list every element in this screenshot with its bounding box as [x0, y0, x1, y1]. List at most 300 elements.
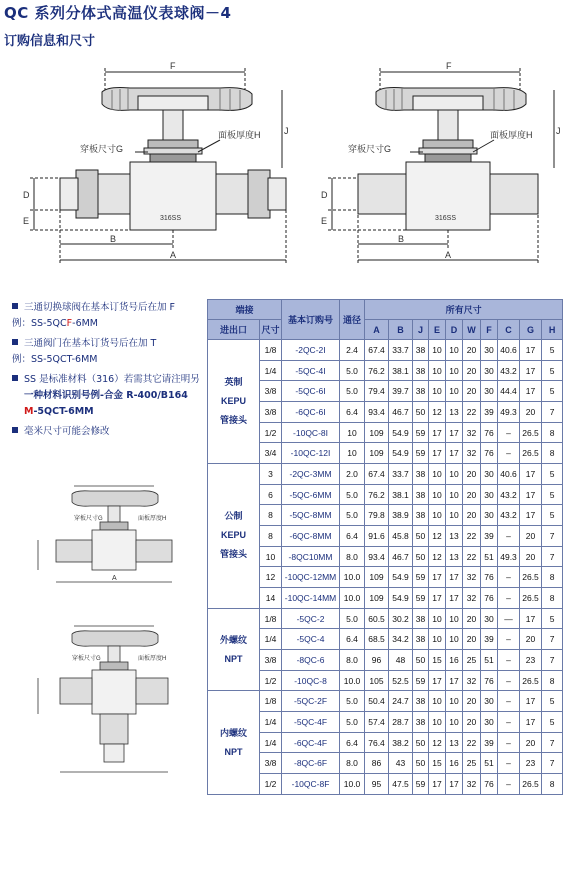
cell-size: 12 — [260, 567, 282, 588]
cell-value: 20 — [463, 712, 481, 733]
header-col-B: B — [389, 320, 413, 340]
cell-size: 3/8 — [260, 650, 282, 671]
cell-value: 17 — [429, 670, 446, 691]
cell-value: – — [498, 629, 520, 650]
cell-value: 17 — [446, 422, 463, 443]
cell-value: 22 — [463, 526, 481, 547]
cell-value: 57.4 — [365, 712, 389, 733]
cell-value: 7 — [542, 526, 563, 547]
cell-value: 13 — [446, 732, 463, 753]
cell-value: 17 — [520, 340, 542, 361]
table-row — [208, 650, 563, 671]
table-row — [208, 774, 563, 795]
dim-A-label: A — [170, 250, 177, 260]
cell-value: 5 — [542, 360, 563, 381]
cell-value: 8.0 — [340, 546, 365, 567]
cell-value: 32 — [463, 443, 481, 464]
cell-value: 38 — [413, 360, 429, 381]
cell-value: 15 — [429, 753, 446, 774]
cell-value: 22 — [463, 402, 481, 423]
cell-value: 43.2 — [498, 484, 520, 505]
cell-value: 20 — [463, 381, 481, 402]
cell-value: 38 — [413, 505, 429, 526]
note-example: 例：SS-5QCF-6MM — [12, 318, 99, 329]
cell-value: 20 — [463, 360, 481, 381]
table-row — [208, 381, 563, 402]
cell-value: 33.7 — [389, 464, 413, 485]
bullet-square-icon — [12, 427, 18, 433]
cell-value: 6.4 — [340, 629, 365, 650]
group-label-line: 管接头 — [219, 415, 247, 426]
cell-size: 3/8 — [260, 381, 282, 402]
cell-value: 54.9 — [389, 422, 413, 443]
cell-value: 10 — [446, 712, 463, 733]
cell-value: 45.8 — [389, 526, 413, 547]
cell-order-no: -10QC-12MM — [282, 567, 340, 588]
table-row — [208, 567, 563, 588]
cell-size: 1/4 — [260, 732, 282, 753]
cell-value: 32 — [463, 774, 481, 795]
note-example: 例：SS-5QCT-6MM — [12, 354, 98, 365]
header-col-J: J — [413, 320, 429, 340]
note-item: 毫米尺寸可能会修改 — [12, 424, 207, 440]
dim-D-label: D — [321, 190, 328, 200]
cell-value: 10 — [446, 629, 463, 650]
cell-value: 10 — [446, 608, 463, 629]
header-col-C: C — [498, 320, 520, 340]
table-row — [208, 402, 563, 423]
cell-order-no: -10QC-8F — [282, 774, 340, 795]
cell-value: 5 — [542, 505, 563, 526]
cell-value: 43.2 — [498, 505, 520, 526]
note-line: M-5QCT-6MM — [24, 406, 94, 417]
cell-value: 30 — [481, 464, 498, 485]
cell-value: 38 — [413, 712, 429, 733]
cell-value: 54.9 — [389, 588, 413, 609]
cell-value: 38 — [413, 691, 429, 712]
cell-value: 39 — [481, 732, 498, 753]
cell-value: 10 — [429, 464, 446, 485]
cell-value: 79.4 — [365, 381, 389, 402]
cell-value: 109 — [365, 443, 389, 464]
cell-value: 25 — [463, 753, 481, 774]
cell-size: 8 — [260, 505, 282, 526]
header-bore: 通径 — [340, 300, 365, 340]
cell-value: 20 — [520, 402, 542, 423]
cell-value: 59 — [413, 567, 429, 588]
header-size: 尺寸 — [260, 320, 282, 340]
cell-value: 20 — [463, 608, 481, 629]
cell-value: 51 — [481, 650, 498, 671]
cell-value: 30 — [481, 608, 498, 629]
cell-value: 12 — [429, 526, 446, 547]
cell-value: 10 — [429, 484, 446, 505]
header-col-A: A — [365, 320, 389, 340]
cell-value: 17 — [520, 505, 542, 526]
cell-size: 3/8 — [260, 753, 282, 774]
cell-value: 23 — [520, 650, 542, 671]
cell-value: 93.4 — [365, 402, 389, 423]
cell-size: 1/2 — [260, 670, 282, 691]
cell-value: 20 — [463, 691, 481, 712]
bullet-square-icon — [12, 303, 18, 309]
cell-value: 7 — [542, 402, 563, 423]
cell-value: 5 — [542, 484, 563, 505]
table-row — [208, 464, 563, 485]
cell-value: 38 — [413, 464, 429, 485]
cell-order-no: -6QC-4F — [282, 732, 340, 753]
cell-value: 79.8 — [365, 505, 389, 526]
cell-value: 76 — [481, 422, 498, 443]
cell-value: 43 — [389, 753, 413, 774]
cell-value: 17 — [446, 588, 463, 609]
cell-value: 5 — [542, 691, 563, 712]
cell-value: 6.4 — [340, 526, 365, 547]
table-row — [208, 360, 563, 381]
cell-value: 39.7 — [389, 381, 413, 402]
cell-value: 109 — [365, 567, 389, 588]
cell-value: 17 — [446, 567, 463, 588]
cell-size: 14 — [260, 588, 282, 609]
cell-value: 47.5 — [389, 774, 413, 795]
cell-order-no: -6QC-6I — [282, 402, 340, 423]
table-row — [208, 691, 563, 712]
cell-value: – — [498, 691, 520, 712]
body-mark-label: 316SS — [435, 215, 457, 222]
cell-value: 7 — [542, 650, 563, 671]
cell-value: 38.1 — [389, 360, 413, 381]
cell-value: – — [498, 443, 520, 464]
cell-value: – — [498, 422, 520, 443]
cell-value: 40.6 — [498, 340, 520, 361]
cell-value: – — [498, 753, 520, 774]
cell-value: 17 — [520, 484, 542, 505]
header-col-D: D — [446, 320, 463, 340]
cell-value: 5.0 — [340, 505, 365, 526]
cell-value: 32 — [463, 588, 481, 609]
dim-F-label: F — [170, 61, 176, 71]
cell-size: 3 — [260, 464, 282, 485]
header-col-W: W — [463, 320, 481, 340]
cell-value: 24.7 — [389, 691, 413, 712]
cell-value: 50 — [413, 650, 429, 671]
cell-order-no: -6QC-8MM — [282, 526, 340, 547]
table-row — [208, 443, 563, 464]
cell-value: 10 — [446, 464, 463, 485]
cell-value: 30.2 — [389, 608, 413, 629]
cell-value: – — [498, 526, 520, 547]
cell-value: 86 — [365, 753, 389, 774]
cell-value: 76.4 — [365, 732, 389, 753]
cell-order-no: -10QC-14MM — [282, 588, 340, 609]
header-col-E: E — [429, 320, 446, 340]
table-row — [208, 546, 563, 567]
cell-value: 17 — [446, 443, 463, 464]
cell-value: 20 — [463, 464, 481, 485]
dim-E-label: E — [23, 216, 30, 226]
cell-value: 20 — [463, 484, 481, 505]
cell-value: – — [498, 712, 520, 733]
cell-value: 96 — [365, 650, 389, 671]
cell-value: 7 — [542, 629, 563, 650]
group-label-line: NPT — [224, 746, 243, 757]
cell-value: 12 — [429, 546, 446, 567]
cell-value: 10 — [429, 712, 446, 733]
cell-value: 30 — [481, 484, 498, 505]
cell-value: 10 — [429, 608, 446, 629]
cell-order-no: -10QC-8I — [282, 422, 340, 443]
cell-value: 38.1 — [389, 484, 413, 505]
cell-value: – — [498, 732, 520, 753]
panel-thickness-label: 面板厚度H — [490, 130, 533, 140]
cell-size: 3/8 — [260, 402, 282, 423]
cell-value: 10 — [340, 422, 365, 443]
group-label-line: 管接头 — [219, 549, 247, 560]
cell-value: 5 — [542, 340, 563, 361]
table-row — [208, 505, 563, 526]
cell-value: 39 — [481, 402, 498, 423]
cell-value: 50 — [413, 546, 429, 567]
cell-value: 28.7 — [389, 712, 413, 733]
cell-size: 1/4 — [260, 712, 282, 733]
cell-value: 17 — [429, 443, 446, 464]
header-col-H: H — [542, 320, 563, 340]
cell-value: 26.5 — [520, 670, 542, 691]
note-item: SS 是标准材料（316）若需其它请注明另 — [12, 372, 207, 388]
cell-order-no: -10QC-8 — [282, 670, 340, 691]
cell-value: 10.0 — [340, 567, 365, 588]
cell-value: 10 — [446, 505, 463, 526]
cell-value: 46.7 — [389, 546, 413, 567]
valve-diagram-three-way — [30, 622, 190, 782]
cell-value: 13 — [446, 526, 463, 547]
dim-B-label: B — [398, 234, 405, 244]
cell-value: 33.7 — [389, 340, 413, 361]
cell-value: 17 — [429, 567, 446, 588]
cell-value: 5.0 — [340, 691, 365, 712]
dim-A-label: A — [112, 575, 117, 582]
cell-value: 5.0 — [340, 484, 365, 505]
cell-value: 10 — [429, 381, 446, 402]
cell-size: 1/4 — [260, 360, 282, 381]
body-mark-label: 316SS — [160, 215, 182, 222]
cell-value: 10 — [340, 443, 365, 464]
cell-value: 40.6 — [498, 464, 520, 485]
cell-size: 1/2 — [260, 422, 282, 443]
cell-value: 5.0 — [340, 381, 365, 402]
cell-value: 49.3 — [498, 402, 520, 423]
cell-value: – — [498, 774, 520, 795]
dim-A-label: A — [445, 250, 452, 260]
cell-value: 51 — [481, 546, 498, 567]
cell-value: 91.6 — [365, 526, 389, 547]
cell-value: 54.9 — [389, 443, 413, 464]
cell-value: 76.2 — [365, 484, 389, 505]
header-order-no: 基本订购号 — [282, 300, 340, 340]
panel-thickness-label: 面板厚度H — [218, 130, 261, 140]
group-label — [208, 691, 260, 795]
cell-value: 5.0 — [340, 608, 365, 629]
cell-value: 17 — [429, 422, 446, 443]
group-label-line: 公制 — [224, 511, 243, 522]
cell-value: 17 — [446, 774, 463, 795]
cell-order-no: -5QC-2 — [282, 608, 340, 629]
table-row — [208, 629, 563, 650]
table-row — [208, 422, 563, 443]
cell-value: 38.2 — [389, 732, 413, 753]
header-inlet-outlet: 进出口 — [208, 320, 260, 340]
header-all-dims: 所有尺寸 — [365, 300, 563, 320]
cell-value: 15 — [429, 650, 446, 671]
header-connection: 端接 — [208, 300, 282, 320]
table-row — [208, 340, 563, 361]
cell-value: 52.5 — [389, 670, 413, 691]
cell-value: 50 — [413, 402, 429, 423]
valve-diagram-male-npt — [30, 480, 190, 592]
cell-value: 8 — [542, 588, 563, 609]
cell-value: 17 — [520, 608, 542, 629]
panel-cutout-label: 穿板尺寸G — [348, 144, 392, 154]
cell-size: 6 — [260, 484, 282, 505]
cell-value: 26.5 — [520, 443, 542, 464]
cell-value: 49.3 — [498, 546, 520, 567]
cell-value: 10 — [446, 691, 463, 712]
cell-value: 8 — [542, 443, 563, 464]
cell-value: 76 — [481, 670, 498, 691]
group-label — [208, 340, 260, 464]
cell-value: 60.5 — [365, 608, 389, 629]
cell-value: 44.4 — [498, 381, 520, 402]
cell-order-no: -5QC-4F — [282, 712, 340, 733]
group-label — [208, 608, 260, 691]
cell-value: 59 — [413, 774, 429, 795]
cell-value: 10 — [446, 484, 463, 505]
cell-value: 10 — [429, 505, 446, 526]
cell-value: 7 — [542, 546, 563, 567]
cell-value: 32 — [463, 567, 481, 588]
cell-value: 76 — [481, 774, 498, 795]
cell-order-no: -8QC-6 — [282, 650, 340, 671]
cell-value: 8.0 — [340, 753, 365, 774]
cell-value: 32 — [463, 670, 481, 691]
cell-value: 26.5 — [520, 422, 542, 443]
cell-value: 10 — [429, 691, 446, 712]
dim-D-label: D — [23, 190, 30, 200]
cell-order-no: -5QC-6I — [282, 381, 340, 402]
cell-value: 30 — [481, 691, 498, 712]
cell-value: 67.4 — [365, 340, 389, 361]
cell-value: 7 — [542, 753, 563, 774]
cell-value: 10 — [446, 360, 463, 381]
cell-order-no: -2QC-2I — [282, 340, 340, 361]
dim-J-label: J — [284, 126, 289, 136]
cell-value: 50 — [413, 732, 429, 753]
table-row — [208, 588, 563, 609]
cell-value: 38.9 — [389, 505, 413, 526]
bullet-square-icon — [12, 339, 18, 345]
cell-value: 23 — [520, 753, 542, 774]
cell-value: 20 — [520, 546, 542, 567]
cell-value: 10.0 — [340, 670, 365, 691]
cell-value: 30 — [481, 340, 498, 361]
cell-value: 5.0 — [340, 712, 365, 733]
cell-order-no: -5QC-2F — [282, 691, 340, 712]
cell-value: 38 — [413, 340, 429, 361]
table-row — [208, 608, 563, 629]
cell-size: 1/8 — [260, 340, 282, 361]
cell-value: 30 — [481, 381, 498, 402]
cell-value: 10 — [446, 381, 463, 402]
table-row — [208, 670, 563, 691]
group-label-line: 内螺纹 — [219, 727, 247, 738]
cell-value: 46.7 — [389, 402, 413, 423]
cell-value: 38 — [413, 484, 429, 505]
group-label-line: NPT — [224, 653, 243, 664]
cell-value: 17 — [520, 381, 542, 402]
group-label-line: 外螺纹 — [219, 634, 247, 645]
table-row — [208, 712, 563, 733]
cell-value: 5 — [542, 608, 563, 629]
cell-value: 20 — [463, 340, 481, 361]
cell-value: 76 — [481, 567, 498, 588]
dim-J-label: J — [556, 126, 561, 136]
header-col-G: G — [520, 320, 542, 340]
cell-value: 25 — [463, 650, 481, 671]
cell-value: 105 — [365, 670, 389, 691]
cell-value: 8 — [542, 567, 563, 588]
cell-size: 8 — [260, 526, 282, 547]
cell-value: 59 — [413, 588, 429, 609]
cell-value: 68.5 — [365, 629, 389, 650]
cell-value: 50 — [413, 526, 429, 547]
note-item: 三通切换球阀在基本订货号后在加 F — [12, 300, 207, 316]
cell-size: 1/2 — [260, 774, 282, 795]
cell-value: – — [498, 670, 520, 691]
cell-value: 5.0 — [340, 360, 365, 381]
cell-order-no: -10QC-12I — [282, 443, 340, 464]
panel-cutout-label: 穿板尺寸G — [80, 144, 124, 154]
cell-value: 26.5 — [520, 588, 542, 609]
cell-value: 76 — [481, 443, 498, 464]
group-label-line: 英制 — [224, 377, 243, 388]
cell-value: 22 — [463, 546, 481, 567]
cell-value: 12 — [429, 732, 446, 753]
cell-value: 7 — [542, 732, 563, 753]
cell-value: 20 — [520, 526, 542, 547]
table-row — [208, 753, 563, 774]
dim-B-label: B — [110, 234, 117, 244]
table-row — [208, 526, 563, 547]
cell-value: 10.0 — [340, 588, 365, 609]
cell-value: – — [498, 588, 520, 609]
cell-value: 20 — [463, 505, 481, 526]
cell-value: 16 — [446, 650, 463, 671]
cell-value: 26.5 — [520, 774, 542, 795]
cell-value: 2.4 — [340, 340, 365, 361]
cell-value: 5 — [542, 464, 563, 485]
cell-value: 8.0 — [340, 650, 365, 671]
cell-value: 38 — [413, 381, 429, 402]
page-subtitle: 订购信息和尺寸 — [4, 34, 96, 49]
cell-value: 17 — [429, 774, 446, 795]
cell-value: 50.4 — [365, 691, 389, 712]
cell-value: 20 — [520, 732, 542, 753]
cell-order-no: -5QC-8MM — [282, 505, 340, 526]
cell-value: 30 — [481, 712, 498, 733]
cell-value: 43.2 — [498, 360, 520, 381]
panel-thickness-label: 面板厚度H — [138, 656, 167, 662]
notes-list — [12, 300, 207, 440]
